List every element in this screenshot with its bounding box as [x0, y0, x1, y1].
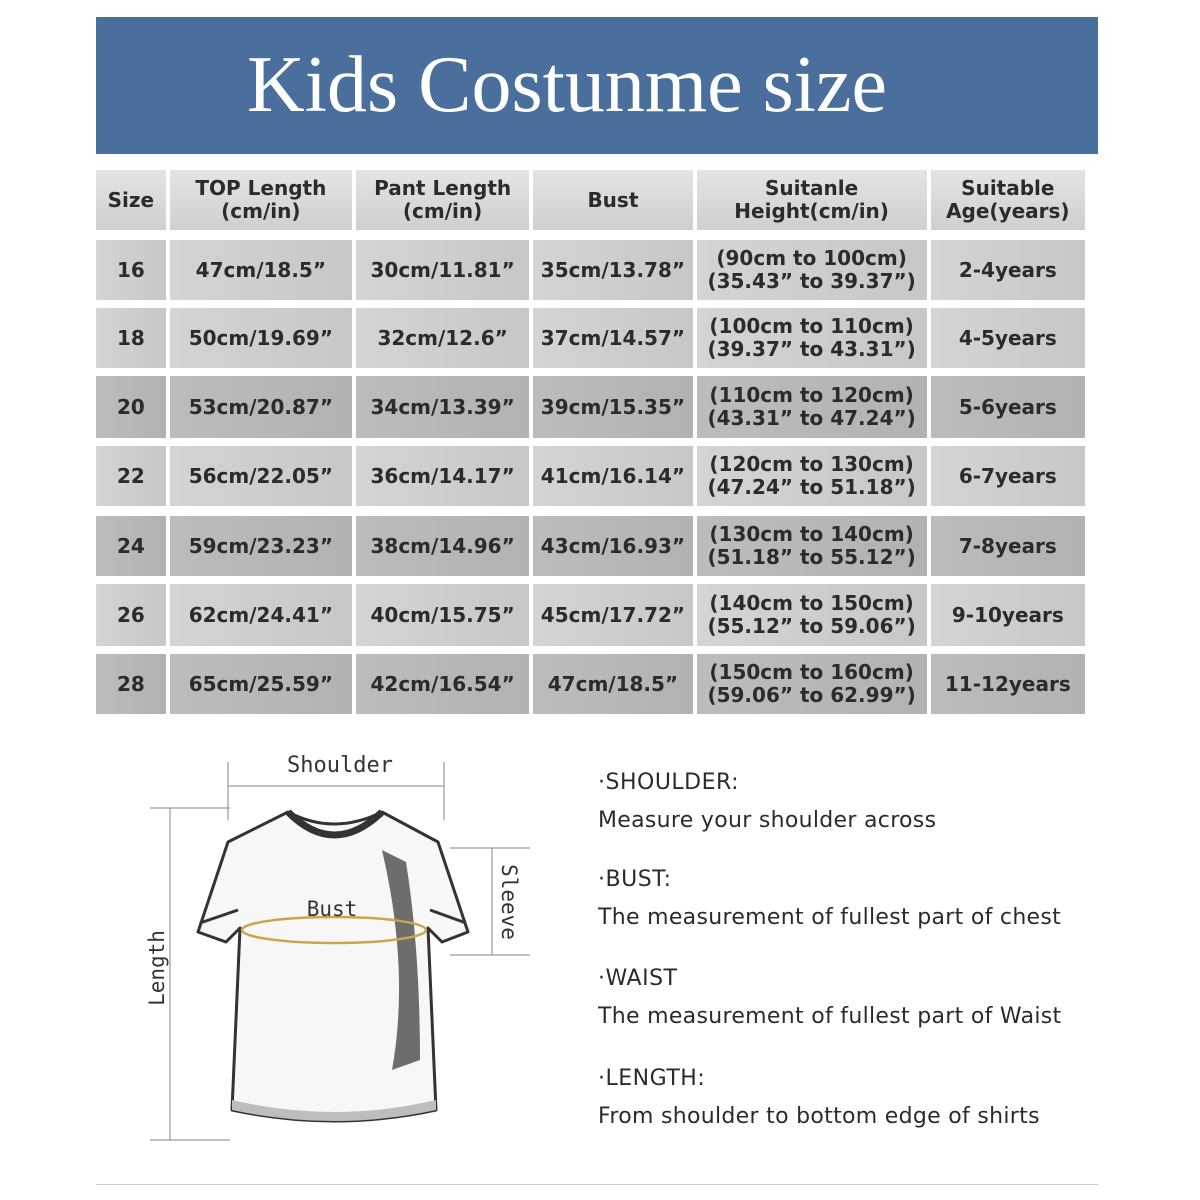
cell-top-length: 47cm/18.5”: [170, 240, 352, 300]
sleeve-label: Sleeve: [497, 864, 521, 940]
guide-desc: The measurement of fullest part of chest: [598, 905, 1062, 930]
guide-waist: [598, 966, 1158, 1029]
cell-age: 2-4years: [931, 240, 1085, 300]
cell-age: 9-10years: [931, 584, 1085, 646]
cell-pant-length: 40cm/15.75”: [356, 584, 529, 646]
cell-age: 11-12years: [931, 654, 1085, 714]
cell-size: 22: [96, 446, 166, 506]
cell-size: 28: [96, 654, 166, 714]
cell-top-length: 53cm/20.87”: [170, 376, 352, 438]
guide-desc: Measure your shoulder across: [598, 808, 937, 833]
cell-pant-length: 42cm/16.54”: [356, 654, 529, 714]
cell-bust: 41cm/16.14”: [533, 446, 692, 506]
cell-age: 6-7years: [931, 446, 1085, 506]
table-row: [96, 584, 1085, 646]
header-size: Size: [96, 170, 166, 230]
cell-top-length: 65cm/25.59”: [170, 654, 352, 714]
guide-term: ·SHOULDER:: [598, 770, 740, 795]
guide-desc: From shoulder to bottom edge of shirts: [598, 1104, 1040, 1129]
cell-pant-length: 38cm/14.96”: [356, 516, 529, 576]
cell-bust: 47cm/18.5”: [533, 654, 692, 714]
guide-term: ·WAIST: [598, 966, 678, 991]
cell-size: 20: [96, 376, 166, 438]
guide-desc: The measurement of fullest part of Waist: [598, 1004, 1062, 1029]
cell-pant-length: 34cm/13.39”: [356, 376, 529, 438]
header-bust: Bust: [533, 170, 692, 230]
cell-pant-length: 36cm/14.17”: [356, 446, 529, 506]
cell-height: (120cm to 130cm) (47.24” to 51.18”): [697, 446, 927, 506]
table-row: [96, 516, 1085, 576]
table-row: [96, 376, 1085, 438]
cell-height: (110cm to 120cm) (43.31” to 47.24”): [697, 376, 927, 438]
cell-age: 5-6years: [931, 376, 1085, 438]
table-row: [96, 446, 1085, 506]
cell-height: (90cm to 100cm) (35.43” to 39.37”): [697, 240, 927, 300]
guide-term: ·LENGTH:: [598, 1066, 706, 1091]
table-row: [96, 240, 1085, 300]
cell-bust: 45cm/17.72”: [533, 584, 692, 646]
page-title: Kids Costunme size: [247, 41, 887, 129]
tshirt-diagram: [120, 740, 550, 1160]
tshirt-outline: [198, 812, 468, 1121]
cell-size: 18: [96, 308, 166, 368]
cell-height: (130cm to 140cm) (51.18” to 55.12”): [697, 516, 927, 576]
guide-length: [598, 1066, 1158, 1129]
title-banner: [96, 17, 1098, 154]
bottom-divider: [96, 1184, 1098, 1185]
cell-top-length: 56cm/22.05”: [170, 446, 352, 506]
guide-bust: [598, 867, 1158, 930]
cell-top-length: 59cm/23.23”: [170, 516, 352, 576]
header-top-length: TOP Length (cm/in): [170, 170, 352, 230]
header-age: Suitable Age(years): [931, 170, 1085, 230]
cell-height: (150cm to 160cm) (59.06” to 62.99”): [697, 654, 927, 714]
bust-label: Bust: [306, 897, 358, 921]
cell-age: 4-5years: [931, 308, 1085, 368]
cell-age: 7-8years: [931, 516, 1085, 576]
guide-term: ·BUST:: [598, 867, 672, 892]
cell-bust: 39cm/15.35”: [533, 376, 692, 438]
table-row: [96, 654, 1085, 714]
table-header-row: [96, 170, 1085, 230]
cell-bust: 43cm/16.93”: [533, 516, 692, 576]
header-pant-length: Pant Length (cm/in): [356, 170, 529, 230]
cell-bust: 37cm/14.57”: [533, 308, 692, 368]
cell-top-length: 62cm/24.41”: [170, 584, 352, 646]
guide-shoulder: [598, 770, 1158, 833]
cell-size: 26: [96, 584, 166, 646]
cell-size: 24: [96, 516, 166, 576]
cell-pant-length: 32cm/12.6”: [356, 308, 529, 368]
cell-pant-length: 30cm/11.81”: [356, 240, 529, 300]
cell-top-length: 50cm/19.69”: [170, 308, 352, 368]
length-label: Length: [145, 930, 169, 1006]
cell-size: 16: [96, 240, 166, 300]
cell-height: (100cm to 110cm) (39.37” to 43.31”): [697, 308, 927, 368]
header-height: Suitanle Height(cm/in): [697, 170, 927, 230]
shoulder-label: Shoulder: [287, 753, 393, 778]
table-row: [96, 308, 1085, 368]
cell-bust: 35cm/13.78”: [533, 240, 692, 300]
cell-height: (140cm to 150cm) (55.12” to 59.06”): [697, 584, 927, 646]
